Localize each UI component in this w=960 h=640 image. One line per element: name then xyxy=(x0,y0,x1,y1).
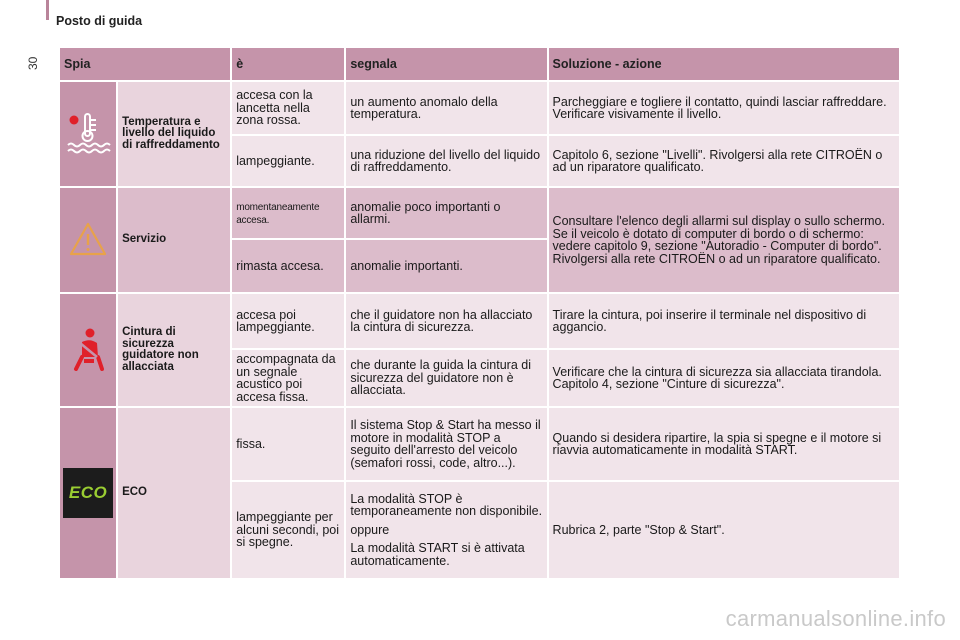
side-accent-bar xyxy=(46,0,49,20)
table-row xyxy=(60,188,899,238)
state-cell: accesa con la lancetta nella zona rossa. xyxy=(232,82,344,134)
warning-triangle-icon xyxy=(68,221,108,257)
eco-icon xyxy=(63,468,113,518)
state-cell: accesa poi lampeggiante. xyxy=(232,294,344,348)
signal-part: La modalità START si è attivata automaticamente. xyxy=(350,541,525,568)
signal-part: La modalità STOP è temporaneamente non disponibile. xyxy=(350,491,543,519)
state-cell: fissa. xyxy=(232,408,344,480)
table-header-row xyxy=(60,48,899,80)
table-row xyxy=(60,294,899,348)
table-row xyxy=(60,408,899,480)
signal-cell: che durante la guida la cintura di sicurezza del guidatore non è allacciata. xyxy=(346,350,546,406)
light-name: Cintura di sicurezza guidatore non allacciata xyxy=(118,294,230,406)
action-cell: Capitolo 6, sezione "Livelli". Rivolgersi alla rete CITROËN o ad un riparatore qualificato. xyxy=(549,136,899,186)
state-cell: accompagnata da un segnale acustico poi accesa fissa. xyxy=(232,350,344,406)
signal-cell: anomalie importanti. xyxy=(346,240,546,292)
signal-part: oppure xyxy=(350,522,390,537)
action-cell: Parcheggiare e togliere il contatto, quindi lasciar raffreddare. Verificare visivamente il livello. xyxy=(549,82,899,134)
action-cell: Tirare la cintura, poi inserire il terminale nel dispositivo di aggancio. xyxy=(549,294,899,348)
action-cell: Consultare l'elenco degli allarmi sul display o sullo schermo. Se il veicolo è dotato di computer di bordo o di schermo: vedere capitolo 9, sezione "Autoradio - Computer di bordo". Rivolgersi alla rete CITROËN o ad un riparatore qualificato. xyxy=(549,188,899,292)
coolant-temperature-icon xyxy=(65,110,111,156)
action-cell: Rubrica 2, parte "Stop & Start". xyxy=(549,482,899,578)
signal-cell: una riduzione del livello del liquido di raffreddamento. xyxy=(346,136,546,186)
header-spia: Spia xyxy=(60,48,230,80)
state-cell: rimasta accesa. xyxy=(232,240,344,292)
seatbelt-icon xyxy=(70,327,106,371)
action-cell: Quando si desidera ripartire, la spia si spegne e il motore si riavvia automaticamente in modalità START. xyxy=(549,408,899,480)
signal-cell: Il sistema Stop & Start ha messo il motore in modalità STOP a seguito dell'arresto del veicolo (semafori rossi, code, altro...). xyxy=(346,408,546,480)
header-stato: è xyxy=(232,48,344,80)
light-name: Servizio xyxy=(118,188,230,292)
icon-cell xyxy=(60,294,116,406)
state-text-small: momentaneamente accesa. xyxy=(236,202,320,226)
signal-cell: un aumento anomalo della temperatura. xyxy=(346,82,546,134)
header-segnala: segnala xyxy=(346,48,546,80)
light-name: Temperatura e livello del liquido di raffreddamento xyxy=(118,82,230,186)
state-cell xyxy=(232,188,344,238)
signal-cell: che il guidatore non ha allacciato la cintura di sicurezza. xyxy=(346,294,546,348)
eco-icon-text: ECO xyxy=(68,482,108,502)
watermark: carmanualsonline.info xyxy=(725,606,946,631)
state-cell: lampeggiante. xyxy=(232,136,344,186)
header-soluzione: Soluzione - azione xyxy=(549,48,899,80)
light-name: ECO xyxy=(118,408,230,578)
icon-cell xyxy=(60,82,116,186)
state-cell: lampeggiante per alcuni secondi, poi si spegne. xyxy=(232,482,344,578)
page-title: Posto di guida xyxy=(56,14,143,28)
icon-cell xyxy=(60,188,116,292)
table-row xyxy=(60,82,899,134)
signal-cell: anomalie poco importanti o allarmi. xyxy=(346,188,546,238)
icon-cell xyxy=(60,408,116,578)
action-cell: Verificare che la cintura di sicurezza sia allacciata tirandola. Capitolo 4, sezione "Cinture di sicurezza". xyxy=(549,350,899,406)
warning-lights-table xyxy=(58,46,901,580)
signal-cell xyxy=(346,482,546,578)
page-number: 30 xyxy=(26,56,40,70)
